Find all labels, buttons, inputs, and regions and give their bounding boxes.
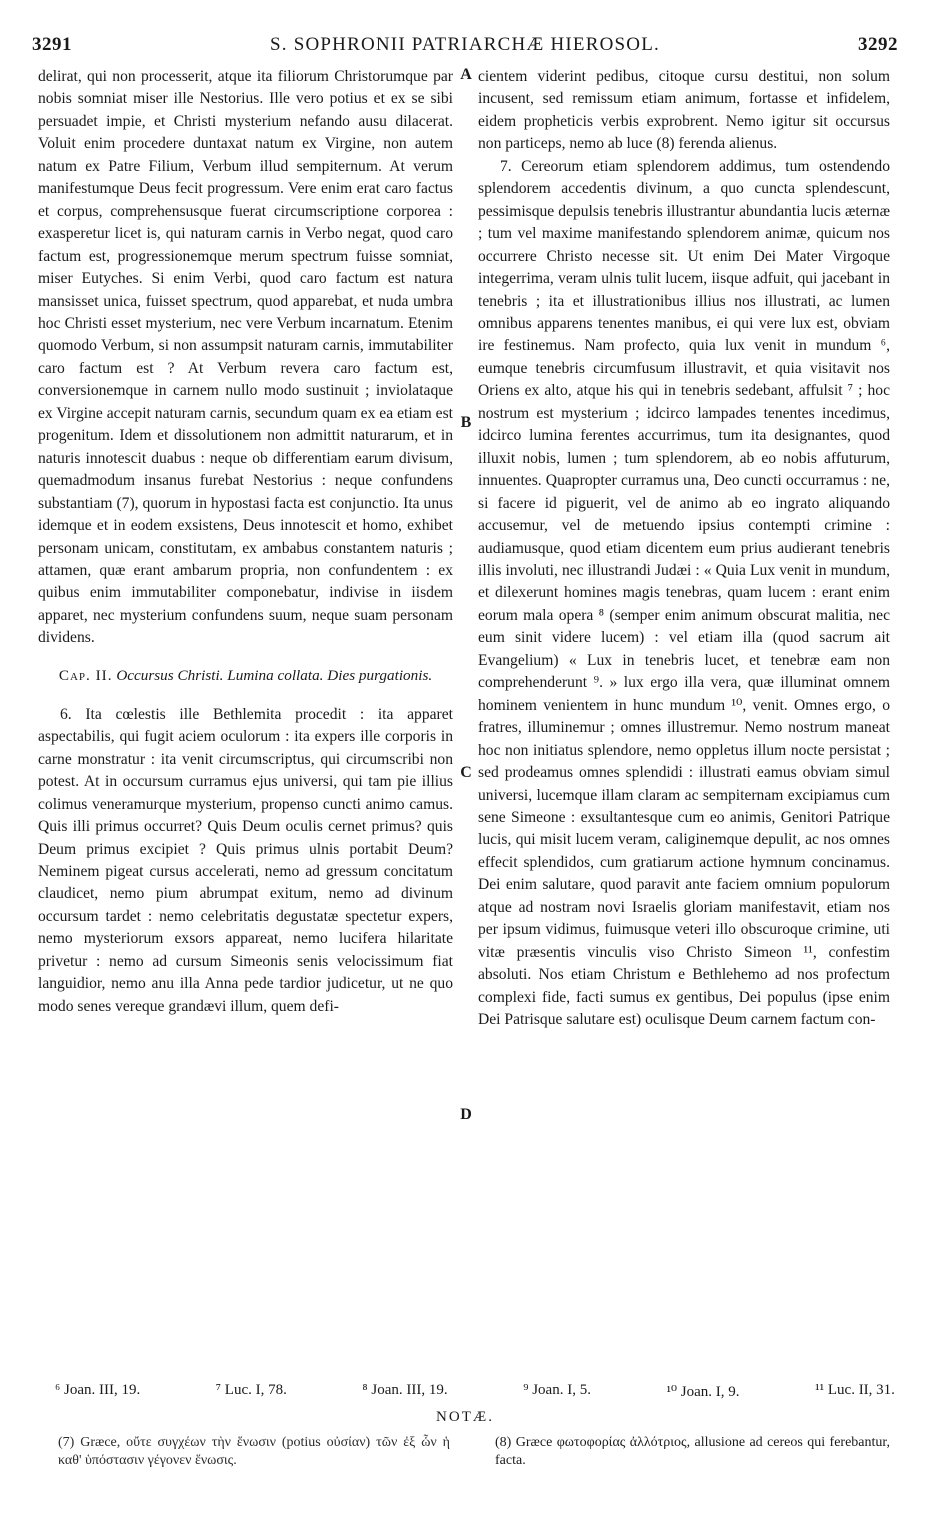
page-header bbox=[0, 34, 930, 64]
right-paragraph-1: cientem viderint pedibus, citoque cursu destitui, non solum incusent, sed remissum etiam animum, fortasse et infidelem, eidem propheticis verbis exprobrent. Nemo igitur sit occursus non particeps, nemo ab luce (8) ferenda alienus. bbox=[478, 68, 890, 153]
notae-title: NOTÆ. bbox=[436, 1409, 494, 1425]
note-8: (8) Græce φωτοφορίας ἀλλότριος, allusione ad cereos qui ferebantur, facta. bbox=[495, 1435, 890, 1468]
footnote-ref: ⁹ Joan. I, 5. bbox=[523, 1382, 591, 1398]
page-number-left: 3291 bbox=[32, 34, 72, 55]
chapter-title: Occursus Christi. Lumina collata. Dies purgationis. bbox=[116, 666, 433, 684]
margin-marker-c: C bbox=[460, 764, 472, 781]
left-paragraph-2: 6. Ita cœlestis ille Bethlemita procedit : ita apparet aspectabilis, qui fugit aciem oculorum : ita expers ille corporis in carne monstratur : ita venit circumscriptus, qui circumscribi non potest. At in occursum curramus ejus universi, qui tam pie illius colimus veneramurque mysterium, propenso cuncti animo camus. Quis illi primus occurret? Quis Deum oculis cernet primus? quis Deum primus excipiet ? Quis primus ulnis portabit Deum? Neminem pigeat cursus accelerati, nemo ad gressum concitatum claudicet, nemo pium abrumpat exitum, nemo ad divinum occursum tardet : nemo celebritatis degustatæ spectetur expers, nemo mysteriorum exsors appareat, nemo lucifera hilaritate privetur : nemo ad cursum Simeonis senis velocissimum fiat languidior, nemo anu illa Anna pede tardior judicetur, ut ne quo modo senes vereque grandævi illum, quem defi- bbox=[38, 705, 453, 1015]
footnote-ref: ⁸ Joan. III, 19. bbox=[362, 1382, 448, 1398]
footnote-ref: ⁷ Luc. I, 78. bbox=[215, 1382, 287, 1398]
chapter-number: Cap. II. bbox=[58, 666, 113, 684]
footnote-references bbox=[55, 1382, 895, 1401]
right-column bbox=[478, 66, 890, 1031]
footnote-ref: ¹⁰ Joan. I, 9. bbox=[666, 1384, 740, 1400]
footnote-ref: ⁶ Joan. III, 19. bbox=[55, 1382, 141, 1398]
running-title: S. SOPHRONII PATRIARCHÆ HIEROSOL. bbox=[270, 34, 660, 55]
note-7: (7) Græce, οὔτε συγχέων τὴν ἕνωσιν (potius οὐσίαν) τῶν ἐξ ὧν ἡ καθ' ὑπόστασιν γέγονεν ἕνωσις. bbox=[58, 1435, 450, 1468]
left-column bbox=[38, 66, 453, 1018]
left-paragraph-1: delirat, qui non processerit, atque ita filiorum Christorumque par nobis somniat miser ille Nestorius. Ille vero potius et ex se sibi persuadet impie, et Christi mysterium nefando ausu dilacerat. Voluit enim procedere duntaxat natum ex Virgine, non autem natum ex Patre Filium, Verbum illud sempiternum. At verum manifestumque Deus fecit progressum. Vere enim erat caro factus et corpus, comprehensusque fuerat circumscriptione corporea : exasperetur licet is, qui naturam carnis in Verbo negat, quod caro factum est, progressionemque merum spectrum fuisse somniat, miser Eutyches. Si enim Verbi, quod caro factum est natura mansisset unica, fuisset spectrum, quod apparebat, et nuda umbra hoc Christi esset mysterium, nec vere Verbum incarnatum. Etenim quomodo Verbum, si non assumpsit naturam carnis, immutabiliter caro factum est ? At Verbum revera caro factum est, conversionemque in carnem nullo modo sustinuit ; inviolataque ex Virgine accepit naturam carnis, secundum quam ex ea etiam est progenitum. Idem et dissolutionem non admittit naturarum, et in naturis innotescit duabus : neque ob differentiam earum divisum, quemadmodum insanus furebat Nestorius : neque confundens substantiam (7), quorum in hypostasi facta est conjunctio. Ita unus idemque et in eodem exsistens, Deus innotescit et homo, exhibet personam unicam, constitutam, ex ambabus constantem naturis ; attamen, quæ erant ambarum propria, non confundentem : ex quibus enim immutabiliter componebatur, indivise in iisdem apparet, nec mysterium confundens suum, neque suam personam dividens. bbox=[38, 68, 453, 647]
chapter-heading bbox=[38, 666, 453, 686]
right-paragraph-2: 7. Cereorum etiam splendorem addimus, tum ostendendo splendorem accedentis divinum, a quo cuncta splendescunt, pessimisque depulsis tenebris illustrantur abundantia lucis æternæ ; tum vel maxime manifestando splendorem animæ, quicum nos occurrere Christo necesse sit. Ut enim Dei Mater Virgoque integerrima, veram ulnis tulit lucem, iisque adfuit, qui jacebant in tenebris ; ita et illustrationibus illius nos illustrati, ac lumen omnibus apparens tenentes manibus, ei qui vere lux est, obviam ire festinemus. Nam profecto, quia lux venit in mundum ⁶, eumque tenebris circumfusum illustravit, et quia visitavit nos Oriens ex alto, atque his qui in tenebris sedebant, affulsit ⁷ ; hoc nostrum est mysterium ; idcirco lampades tenentes incedimus, idcirco lumina ferentes accurrimus, tum ita designantes, quod illuxit nobis, lumen ; tum splendorem, ab eo nobis affuturum, innuentes. Quapropter curramus una, Deo cuncti occurramus : ne, si facere id piguerit, vel de animo ab eo ingrato aliquando accusemur, vel de metuendo ipsius contempti crimine : audiamusque, quod etiam dicentem eum prius audierant tenebris illis involuti, nec illustrandi Judæi : « Quia Lux venit in mundum, et dilexerunt homines magis tenebras, quam lucem : erant enim eorum mala opera ⁸ (semper enim animum obscurat malitia, nec eum sinit videre lucem) : vel etiam illa (quod sacrum ait Evangelium) « Lux in tenebris lucet, et tenebræ eam non comprehenderunt ⁹. » lux ergo illa vera, quæ illuminat omnem hominem venientem in hunc mundum ¹⁰, venit. Omnes ergo, o fratres, illuminemur ; omnes illustremur. Nemo nostrum maneat hoc non initiatus splendore, nemo oppletus illum nocte persistat ; sed prodeamus omnes splendidi : illustrati eamus obviam simul universi, lucemque illam claram ac sempiternam excipiamus cum sene Simeone : exsultantesque cum eo animis, Genitori Patrique lucis, qui misit lucem veram, caliginemque depulit, ac nos omnes effecit splendidos, cum gratiarum actione hymnum concinamus. Dei enim salutare, quod paravit ante faciem omnium populorum atque ad nostram novi Israelis gloriam manifestavit, etiam nos per ipsum vidimus, fuimusque veteri illo obscuroque crimine, uti vitæ præsentis vinculis viso Christo Simeon ¹¹, confestim absoluti. Nos etiam Christum e Bethlehemo ad nos profectum complexi fide, facti sumus ex gentibus, Dei populus (ipse enim Dei Patrisque salutare est) oculisque Deum carnem factum con- bbox=[478, 157, 890, 1029]
page-number-right: 3292 bbox=[858, 34, 898, 55]
margin-marker-d: D bbox=[460, 1106, 472, 1123]
footnote-ref: ¹¹ Luc. II, 31. bbox=[815, 1382, 895, 1398]
margin-marker-a: A bbox=[460, 66, 472, 83]
margin-marker-b: B bbox=[460, 414, 472, 431]
